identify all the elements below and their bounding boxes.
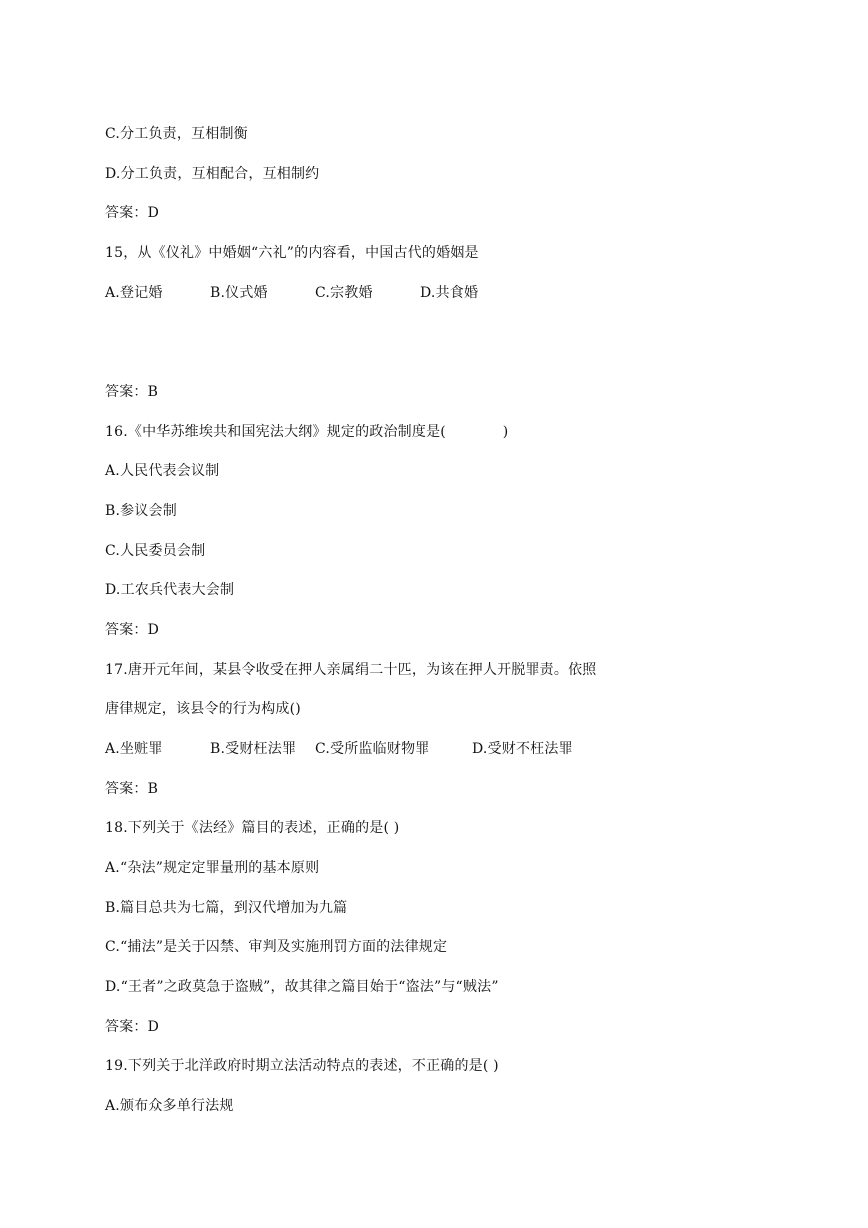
q17-option-d: D.受财不枉法罪: [472, 741, 573, 757]
q18-stem: 18.下列关于《法经》篇目的表述，正确的是( ): [105, 820, 400, 836]
q16-option-d: D.工农兵代表大会制: [105, 582, 235, 598]
q18-option-c: C.“捕法”是关于囚禁、审判及实施刑罚方面的法律规定: [105, 939, 448, 955]
q17-stem-line2: 唐律规定，该县令的行为构成(): [105, 701, 301, 717]
q16-option-a: A.人民代表会议制: [105, 463, 220, 479]
q19-stem: 19.下列关于北洋政府时期立法活动特点的表述，不正确的是( ): [105, 1058, 499, 1074]
q14-option-c: C.分工负责，互相制衡: [105, 126, 248, 142]
q16-stem: 16.《中华苏维埃共和国宪法大纲》规定的政治制度是( ): [105, 424, 509, 440]
q17-stem-line1: 17.唐开元年间，某县令收受在押人亲属绢二十匹，为该在押人开脱罪责。依照: [105, 662, 597, 678]
q17-answer: 答案：B: [105, 781, 159, 797]
q16-answer: 答案：D: [105, 622, 160, 638]
q15-stem: 15，从《仪礼》中婚姻“六礼”的内容看，中国古代的婚姻是: [105, 245, 479, 261]
q16-option-c: C.人民委员会制: [105, 543, 206, 559]
q15-answer: 答案：B: [105, 384, 159, 400]
q18-option-a: A.“杂法”规定定罪量刑的基本原则: [105, 860, 320, 876]
q17-option-b: B.受财枉法罪: [210, 741, 297, 757]
q15-option-a: A.登记婚: [105, 285, 163, 301]
q14-option-d: D.分工负责，互相配合，互相制约: [105, 166, 320, 182]
q17-option-c: C.受所监临财物罪: [315, 741, 430, 757]
q14-answer: 答案：D: [105, 205, 160, 221]
q18-option-b: B.篇目总共为七篇，到汉代增加为九篇: [105, 900, 348, 916]
q19-option-a: A.颁布众多单行法规: [105, 1098, 234, 1114]
q15-option-d: D.共食婚: [420, 285, 479, 301]
q15-option-b: B.仪式婚: [210, 285, 268, 301]
q15-option-c: C.宗教婚: [315, 285, 373, 301]
q16-option-b: B.参议会制: [105, 503, 177, 519]
q17-option-a: A.坐赃罪: [105, 741, 163, 757]
q18-answer: 答案：D: [105, 1019, 160, 1035]
q18-option-d: D.“王者”之政莫急于盗贼”，故其律之篇目始于“盗法”与“贼法”: [105, 979, 499, 995]
